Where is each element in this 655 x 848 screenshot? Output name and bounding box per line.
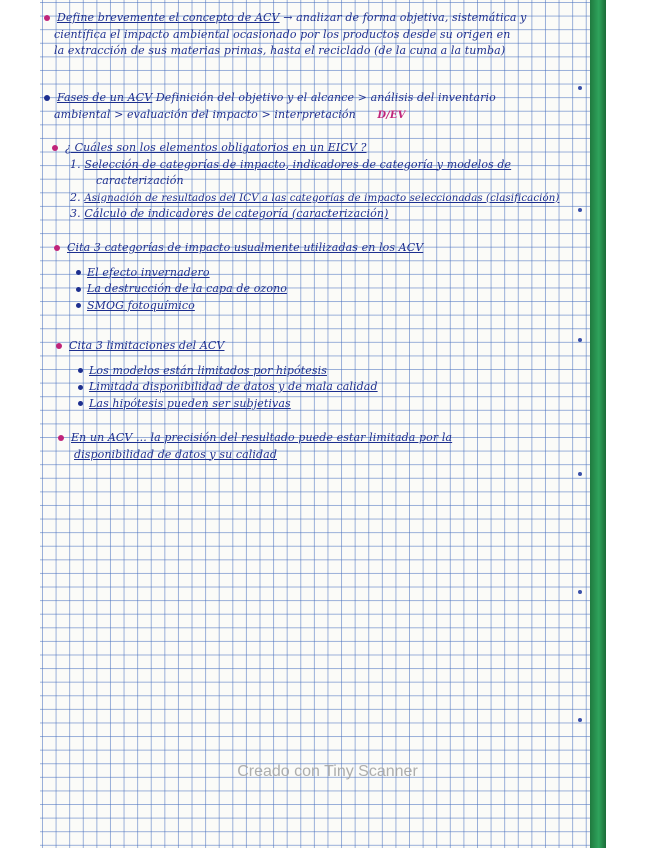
list-item: [76, 281, 574, 298]
statement-6-line-1: En un ACV ... la precisión del resultado puede estar limitada por la: [71, 431, 453, 444]
list-item-continuation: caracterización: [96, 174, 184, 187]
bullet-icon: [76, 287, 81, 292]
bullet-icon: [76, 270, 81, 275]
bullet-icon: [44, 95, 50, 101]
list-item: [78, 396, 576, 413]
question-3-title: ¿ Cuáles son los elementos obligatorios en un EICV ?: [65, 141, 367, 154]
scanner-watermark: Creado con Tiny Scanner: [237, 763, 418, 780]
answer-1-line-2: científica el impacto ambiental ocasionado por los productos desde su origen en: [54, 27, 511, 41]
bullet-icon: [76, 303, 81, 308]
list-number: 2.: [70, 190, 81, 204]
list-item-text: Cálculo de indicadores de categoría (caracterización): [84, 207, 389, 220]
list-item-text: Selección de categorías de impacto, indicadores de categoría y modelos de: [84, 157, 512, 171]
answer-2-line-1: Definición del objetivo y el alcance > análisis del inventario: [155, 91, 496, 104]
answer-1-line-3: la extracción de sus materias primas, hasta el reciclado (de la cuna a la tumba): [54, 44, 506, 57]
list-item: [78, 363, 576, 380]
bullet-icon: [52, 145, 58, 151]
list-item: [70, 190, 592, 207]
list-item: [76, 265, 574, 282]
list-item-text: La destrucción de la capa de ozono: [87, 282, 287, 295]
question-2: [44, 90, 584, 123]
list-number: 1.: [70, 157, 81, 171]
question-5-title: Cita 3 limitaciones del ACV: [69, 339, 225, 352]
margin-note: D/EV: [377, 109, 406, 121]
list-number: 3.: [70, 207, 81, 220]
bullet-icon: [78, 368, 83, 373]
statement-6-line-2: disponibilidad de datos y su calidad: [74, 447, 277, 461]
question-5: [56, 338, 576, 412]
list-item-text: Asignación de resultados del ICV a las categorías de impacto seleccionadas (clasificación): [84, 192, 560, 204]
list-item: [70, 206, 592, 223]
bullet-icon: [78, 385, 83, 390]
bullet-icon: [56, 343, 62, 349]
list-item-text: Limitada disponibilidad de datos y de mala calidad: [89, 380, 378, 393]
question-2-title: Fases de un ACV: [57, 91, 153, 104]
answer-1-line-1: → analizar de forma objetiva, sistemática y: [283, 11, 527, 24]
answer-2-line-2: ambiental > evaluación del impacto > interpretación: [54, 107, 356, 121]
list-item: [70, 157, 592, 174]
question-1-title: Define brevemente el concepto de ACV: [57, 11, 280, 24]
question-3: [52, 140, 592, 223]
question-1: [44, 10, 584, 60]
bullet-icon: [58, 435, 64, 441]
question-4: [54, 240, 574, 314]
question-4-title: Cita 3 categorías de impacto usualmente utilizadas en los ACV: [67, 241, 424, 254]
list-item-text: El efecto invernadero: [87, 265, 210, 279]
list-item-text: SMOG fotoquímico: [87, 298, 195, 312]
list-item: [78, 379, 576, 396]
bullet-icon: [78, 401, 83, 406]
question-6: [58, 430, 578, 463]
list-item-text: Los modelos están limitados por hipótesis: [89, 363, 327, 377]
bullet-icon: [54, 245, 60, 251]
list-item-text: Las hipótesis pueden ser subjetivas: [89, 396, 291, 410]
list-item: [76, 298, 574, 315]
bullet-icon: [44, 15, 50, 21]
